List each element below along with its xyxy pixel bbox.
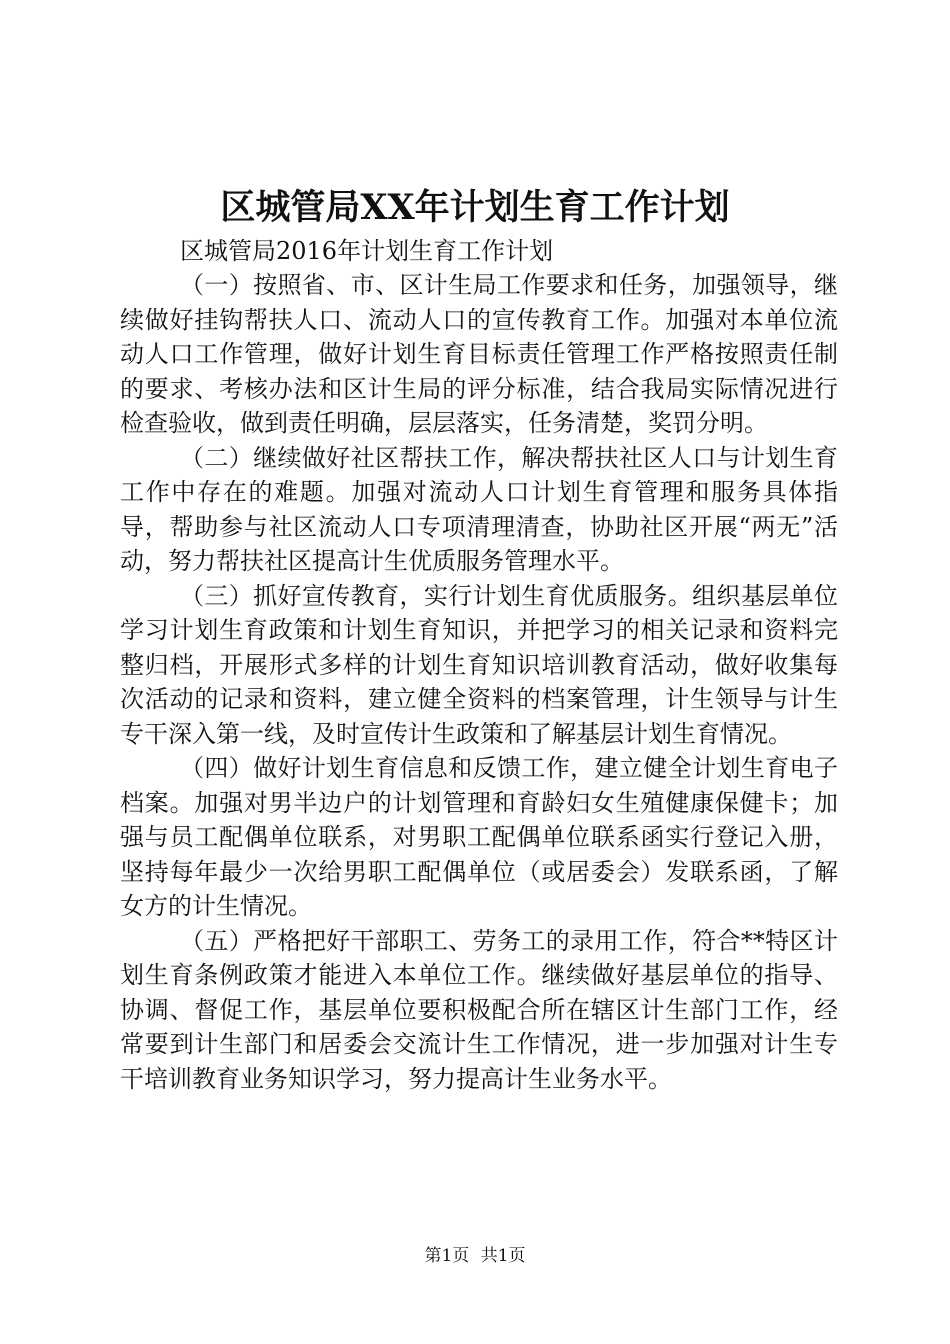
paragraph-5: （五）严格把好干部职工、劳务工的录用工作，符合**特区计划生育条例政策才能进入本单位工作。继续做好基层单位的指导、协调、督促工作，基层单位要积极配合所在辖区计生部门工作，经常要到计生部门和居委会交流计生工作情况，进一步加强对计生专干培训教育业务知识学习，努力提高计生业务水平。 [120,926,838,1093]
paragraph-4: （四）做好计划生育信息和反馈工作，建立健全计划生育电子档案。加强对男半边户的计划管理和育龄妇女生殖健康保健卡；加强与员工配偶单位联系，对男职工配偶单位联系函实行登记入册，坚持每年最少一次给男职工配偶单位（或居委会）发联系函，了解女方的计生情况。 [120,754,838,920]
paragraph-3: （三）抓好宣传教育，实行计划生育优质服务。组织基层单位学习计划生育政策和计划生育知识，并把学习的相关记录和资料完整归档，开展形式多样的计划生育知识培训教育活动，做好收集每次活动的记录和资料，建立健全资料的档案管理，计生领导与计生专干深入第一线，及时宣传计生政策和了解基层计划生育情况。 [120,581,838,748]
page-footer [0,1244,950,1268]
page-total: 共1页 [480,1246,526,1266]
document-body [120,234,838,1096]
paragraph-2: （二）继续做好社区帮扶工作，解决帮扶社区人口与计划生育工作中存在的难题。加强对流动人口计划生育管理和服务具体指导，帮助参与社区流动人口专项清理清查，协助社区开展“两无”活动，努力帮扶社区提高计生优质服务管理水平。 [120,443,838,575]
document-title: 区城管局XX年计划生育工作计划 [220,187,730,228]
document-subtitle: 区城管局2016年计划生育工作计划 [180,237,554,265]
paragraph-1: （一）按照省、市、区计生局工作要求和任务，加强领导，继续做好挂钩帮扶人口、流动人口的宣传教育工作。加强对本单位流动人口工作管理，做好计划生育目标责任管理工作严格按照责任制的要求、考核办法和区计生局的评分标准，结合我局实际情况进行检查验收，做到责任明确，层层落实，任务清楚，奖罚分明。 [120,271,838,437]
page-number: 第1页 [424,1246,470,1266]
